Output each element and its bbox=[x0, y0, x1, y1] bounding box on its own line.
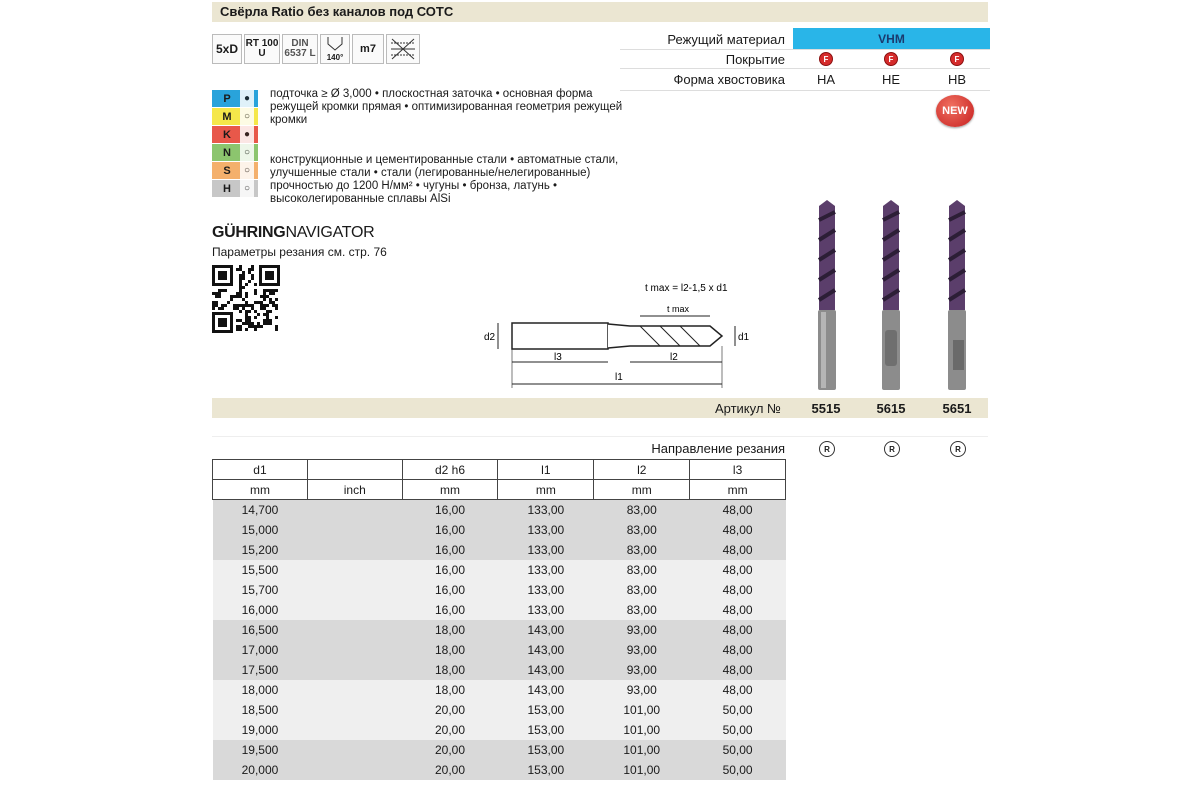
table-cell: 16,00 bbox=[402, 500, 498, 521]
table-cell: 50,00 bbox=[690, 740, 786, 760]
table-cell: 20,00 bbox=[402, 740, 498, 760]
table-cell: 16,00 bbox=[402, 600, 498, 620]
page-title: Свёрла Ratio без каналов под СОТС bbox=[220, 4, 454, 19]
table-cell: 14,700 bbox=[213, 500, 308, 521]
table-cell: 20,00 bbox=[402, 760, 498, 780]
table-cell: 48,00 bbox=[690, 660, 786, 680]
coating-badge: F bbox=[819, 52, 833, 66]
d1-label: d1 bbox=[738, 332, 750, 343]
table-row bbox=[213, 520, 786, 540]
divider bbox=[620, 49, 990, 50]
suitability-indicator: ● bbox=[240, 126, 254, 143]
table-cell: 83,00 bbox=[594, 560, 690, 580]
title-bar bbox=[212, 2, 988, 22]
coating-symbol: RT 100 U bbox=[244, 34, 280, 64]
article-number: 5615 bbox=[876, 401, 906, 416]
table-cell: 20,000 bbox=[213, 760, 308, 780]
suitability-indicator: ○ bbox=[240, 180, 254, 197]
table-row bbox=[213, 680, 786, 700]
table-cell: 19,000 bbox=[213, 720, 308, 740]
l3-label: l3 bbox=[554, 352, 562, 363]
table-cell: 18,500 bbox=[213, 700, 308, 720]
suitability-indicator: ○ bbox=[240, 144, 254, 161]
col-header: d2 h6 bbox=[402, 460, 498, 480]
table-cell: 48,00 bbox=[690, 560, 786, 580]
table-cell: 133,00 bbox=[498, 500, 594, 521]
table-cell: 18,000 bbox=[213, 680, 308, 700]
table-cell: 17,000 bbox=[213, 640, 308, 660]
table-cell bbox=[307, 540, 402, 560]
table-cell: 133,00 bbox=[498, 580, 594, 600]
table-cell: 18,00 bbox=[402, 640, 498, 660]
table-cell: 16,00 bbox=[402, 580, 498, 600]
table-cell: 48,00 bbox=[690, 580, 786, 600]
d2-label: d2 bbox=[484, 332, 496, 343]
coating-badge: F bbox=[884, 52, 898, 66]
table-cell: 101,00 bbox=[594, 720, 690, 740]
material-code: M bbox=[222, 110, 232, 123]
table-row bbox=[213, 740, 786, 760]
point-angle-symbol bbox=[320, 34, 350, 64]
table-row bbox=[213, 540, 786, 560]
table-cell: 153,00 bbox=[498, 700, 594, 720]
suitability-indicator: ● bbox=[240, 90, 254, 107]
table-cell: 15,500 bbox=[213, 560, 308, 580]
table-cell: 17,500 bbox=[213, 660, 308, 680]
no-coolant-icon bbox=[389, 37, 417, 61]
material-code: H bbox=[223, 182, 231, 195]
table-cell: 16,00 bbox=[402, 540, 498, 560]
tmax-formula: t max = l2-1,5 x d1 bbox=[645, 283, 728, 294]
table-cell bbox=[307, 560, 402, 580]
table-cell bbox=[307, 740, 402, 760]
right-hand-rotation-icon: R bbox=[950, 441, 966, 457]
point-angle-icon bbox=[326, 37, 344, 51]
flute-outline bbox=[608, 324, 722, 348]
table-cell bbox=[307, 660, 402, 680]
table-cell bbox=[307, 600, 402, 620]
table-cell bbox=[307, 760, 402, 780]
col-header: d1 bbox=[213, 460, 308, 480]
col-header bbox=[307, 460, 402, 480]
table-cell: 133,00 bbox=[498, 560, 594, 580]
article-label: Артикул № bbox=[714, 401, 781, 416]
feature-description: подточка ≥ Ø 3,000 • плоскостная заточка • основная форма режущей кромки прямая • оптимизированная геометрия режущей кромки bbox=[270, 88, 623, 126]
article-number: 5515 bbox=[811, 401, 841, 416]
table-cell: 15,200 bbox=[213, 540, 308, 560]
table-cell: 16,500 bbox=[213, 620, 308, 640]
unit-header: mm bbox=[498, 480, 594, 500]
table-row bbox=[213, 560, 786, 580]
cutting-direction-label: Направление резания bbox=[651, 441, 785, 456]
table-cell: 133,00 bbox=[498, 540, 594, 560]
table-cell: 153,00 bbox=[498, 740, 594, 760]
no-coolant-symbol bbox=[386, 34, 420, 64]
table-cell: 48,00 bbox=[690, 640, 786, 660]
drill-diagram bbox=[470, 280, 760, 390]
table-row bbox=[213, 580, 786, 600]
table-cell: 133,00 bbox=[498, 600, 594, 620]
unit-header: mm bbox=[213, 480, 308, 500]
article-number: 5651 bbox=[942, 401, 972, 416]
table-row bbox=[213, 660, 786, 680]
tmax-label: t max bbox=[667, 304, 690, 314]
right-hand-rotation-icon: R bbox=[819, 441, 835, 457]
table-row bbox=[213, 500, 786, 521]
table-units-row bbox=[213, 480, 786, 500]
table-header-row bbox=[213, 460, 786, 480]
table-cell bbox=[307, 620, 402, 640]
drill-image-5615 bbox=[880, 200, 902, 397]
table-cell bbox=[307, 720, 402, 740]
table-row bbox=[213, 620, 786, 640]
table-cell: 18,00 bbox=[402, 660, 498, 680]
logo-bold: GÜHRING bbox=[212, 224, 286, 241]
table-cell bbox=[307, 700, 402, 720]
shank-form-value: HA bbox=[816, 72, 836, 87]
divider bbox=[620, 68, 990, 69]
guhring-navigator-logo bbox=[212, 224, 374, 242]
suitability-indicator: ○ bbox=[240, 108, 254, 125]
table-row bbox=[213, 720, 786, 740]
table-cell: 83,00 bbox=[594, 540, 690, 560]
table-cell: 83,00 bbox=[594, 520, 690, 540]
ratio-symbol: 5xD bbox=[212, 34, 242, 64]
table-row bbox=[213, 640, 786, 660]
cutting-params-link[interactable]: Параметры резания см. стр. 76 bbox=[212, 245, 387, 259]
table-cell: 153,00 bbox=[498, 720, 594, 740]
shank-form-value: HE bbox=[881, 72, 901, 87]
col-header: l1 bbox=[498, 460, 594, 480]
table-cell: 143,00 bbox=[498, 680, 594, 700]
divider bbox=[212, 436, 988, 437]
point-angle-label: 140° bbox=[326, 53, 344, 62]
table-cell: 15,000 bbox=[213, 520, 308, 540]
drill-image-5515 bbox=[816, 200, 838, 397]
table-cell: 20,00 bbox=[402, 720, 498, 740]
divider bbox=[620, 90, 990, 91]
material-code: N bbox=[223, 146, 231, 159]
table-row bbox=[213, 760, 786, 780]
article-bar bbox=[212, 398, 988, 418]
unit-header: mm bbox=[690, 480, 786, 500]
shank-form-label: Форма хвостовика bbox=[673, 72, 785, 87]
table-cell: 83,00 bbox=[594, 600, 690, 620]
table-cell: 50,00 bbox=[690, 760, 786, 780]
table-cell bbox=[307, 680, 402, 700]
table-cell: 83,00 bbox=[594, 500, 690, 521]
cutting-material-label: Режущий материал bbox=[667, 32, 785, 47]
unit-header: mm bbox=[402, 480, 498, 500]
table-cell: 101,00 bbox=[594, 700, 690, 720]
table-cell: 101,00 bbox=[594, 760, 690, 780]
table-cell: 15,700 bbox=[213, 580, 308, 600]
table-cell: 19,500 bbox=[213, 740, 308, 760]
table-cell: 20,00 bbox=[402, 700, 498, 720]
table-cell: 18,00 bbox=[402, 620, 498, 640]
table-cell: 16,00 bbox=[402, 560, 498, 580]
table-cell: 48,00 bbox=[690, 600, 786, 620]
table-cell: 143,00 bbox=[498, 640, 594, 660]
table-cell: 133,00 bbox=[498, 520, 594, 540]
l1-label: l1 bbox=[615, 372, 623, 383]
dimensions-table bbox=[212, 459, 786, 780]
unit-header: inch bbox=[307, 480, 402, 500]
table-row bbox=[213, 700, 786, 720]
cutting-material-value: VHM bbox=[793, 28, 990, 49]
table-cell: 48,00 bbox=[690, 680, 786, 700]
material-code: P bbox=[223, 92, 231, 105]
table-cell: 93,00 bbox=[594, 680, 690, 700]
table-cell: 48,00 bbox=[690, 520, 786, 540]
col-header: l3 bbox=[690, 460, 786, 480]
table-cell: 83,00 bbox=[594, 580, 690, 600]
material-code: S bbox=[223, 164, 231, 177]
table-cell: 18,00 bbox=[402, 680, 498, 700]
table-cell: 93,00 bbox=[594, 640, 690, 660]
table-cell: 48,00 bbox=[690, 620, 786, 640]
tolerance-symbol: m7 bbox=[352, 34, 384, 64]
l2-label: l2 bbox=[670, 352, 678, 363]
qr-code-icon[interactable] bbox=[212, 265, 280, 333]
application-description: конструкционные и цементированные стали • автоматные стали, улучшенные стали • стали (легированные/нелегированные) прочностью до 1200 Н/мм² • чугуны • бронза, латунь • высоколегированные сплавы AlSi bbox=[270, 154, 619, 205]
new-badge: NEW bbox=[936, 95, 974, 127]
table-cell: 50,00 bbox=[690, 700, 786, 720]
table-cell bbox=[307, 640, 402, 660]
table-cell: 143,00 bbox=[498, 620, 594, 640]
table-cell bbox=[307, 520, 402, 540]
table-cell: 143,00 bbox=[498, 660, 594, 680]
table-cell bbox=[307, 580, 402, 600]
material-code: K bbox=[223, 128, 231, 141]
shank-outline bbox=[512, 323, 608, 349]
table-cell: 48,00 bbox=[690, 540, 786, 560]
unit-header: mm bbox=[594, 480, 690, 500]
table-cell: 93,00 bbox=[594, 620, 690, 640]
table-cell: 93,00 bbox=[594, 660, 690, 680]
coating-label: Покрытие bbox=[725, 52, 785, 67]
drill-image-5651 bbox=[946, 200, 968, 397]
table-cell: 16,00 bbox=[402, 520, 498, 540]
right-hand-rotation-icon: R bbox=[884, 441, 900, 457]
table-cell: 48,00 bbox=[690, 500, 786, 521]
table-row bbox=[213, 600, 786, 620]
suitability-indicator: ○ bbox=[240, 162, 254, 179]
coating-badge: F bbox=[950, 52, 964, 66]
table-cell bbox=[307, 500, 402, 521]
table-cell: 16,000 bbox=[213, 600, 308, 620]
table-cell: 153,00 bbox=[498, 760, 594, 780]
table-cell: 50,00 bbox=[690, 720, 786, 740]
col-header: l2 bbox=[594, 460, 690, 480]
logo-light: NAVIGATOR bbox=[285, 224, 375, 241]
shank-form-value: HB bbox=[947, 72, 967, 87]
table-cell: 101,00 bbox=[594, 740, 690, 760]
din-symbol: DIN 6537 L bbox=[282, 34, 318, 64]
